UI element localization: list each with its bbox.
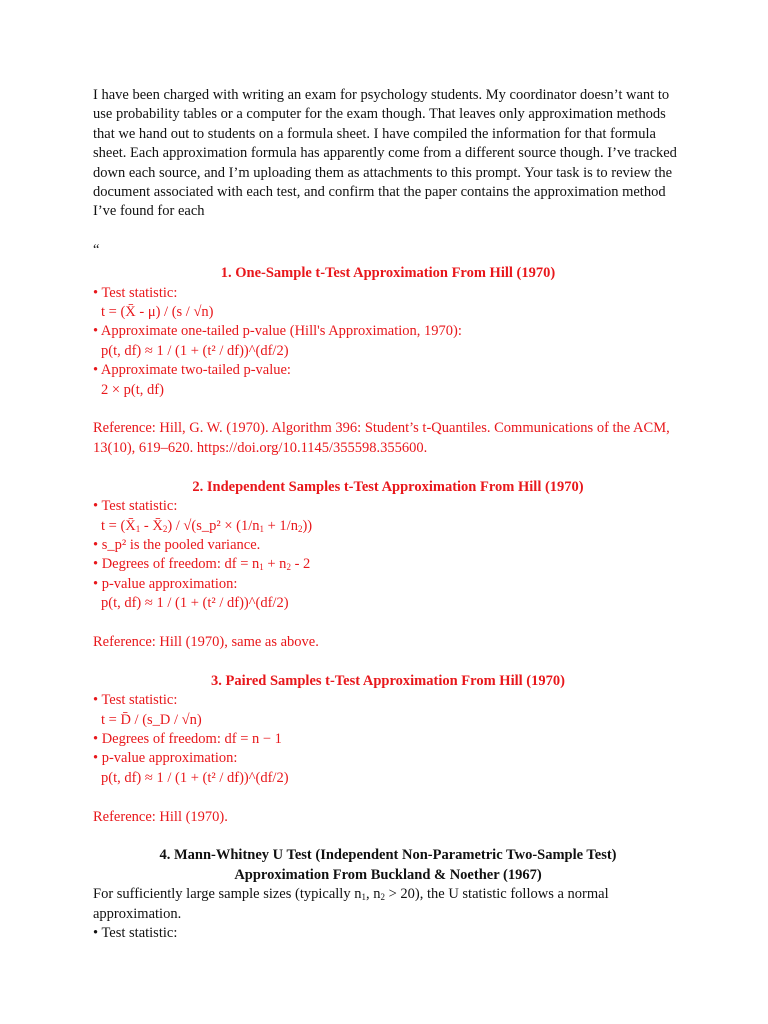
section-3-heading: 3. Paired Samples t-Test Approximation From Hill (1970) [211,672,565,689]
s3-bullet-p-value: • p-value approximation: [93,750,238,767]
section-one-sample-t-test [93,264,683,458]
s1-reference: Reference: Hill, G. W. (1970). Algorithm 396: Student’s t-Quantiles. Communications of the ACM, 13(10), 619–620. https://doi.org/10.1145/355598.355600. [93,420,670,456]
s2-bullet-pooled-variance: • s_p² is the pooled variance. [93,536,261,553]
s3-formula-p: p(t, df) ≈ 1 / (1 + (t² / df))^(df/2) [101,769,289,786]
s4-bullet-test-statistic: • Test statistic: [93,924,178,941]
s3-bullet-test-statistic: • Test statistic: [93,692,178,709]
s2-reference: Reference: Hill (1970), same as above. [93,633,319,650]
s2-bullet-p-value: • p-value approximation: [93,575,238,592]
section-2-heading: 2. Independent Samples t-Test Approximation From Hill (1970) [192,478,584,495]
s1-bullet-two-tailed: • Approximate two-tailed p-value: [93,362,291,379]
s3-formula-t: t = D̄ / (s_D / √n) [101,711,202,728]
s2-formula-t: $t = (X̄_1$ - $X̄_2$) / √(s_p² × $(1/n_1 + 1/n_2)$) [101,517,313,534]
s4-description: For sufficiently large sample sizes (typically $n_1$, $n_2 > 20$), the U statistic follows a normal approximation. [93,886,609,922]
section-1-heading: 1. One-Sample t-Test Approximation From Hill (1970) [220,265,556,282]
s1-formula-t: t = (X̄ - μ) / (s / √n) [101,304,214,321]
s1-formula-p: p(t, df) ≈ 1 / (1 + (t² / df))^(df/2) [101,342,289,359]
section-4-heading-line-1: 4. Mann-Whitney U Test (Independent Non-Parametric Two-Sample Test) [159,847,617,864]
section-4-heading-line-2: Approximation From Buckland & Noether (1967) [234,866,542,883]
s2-bullet-test-statistic: • Test statistic: [93,498,178,515]
opening-quote-mark: “ [93,241,100,258]
section-independent-t-test [93,478,683,653]
section-paired-t-test [93,672,683,827]
s1-bullet-test-statistic: • Test statistic: [93,284,178,301]
document-page [93,86,683,943]
s3-reference: Reference: Hill (1970). [93,808,228,825]
s1-formula-two-tailed: 2 × p(t, df) [101,381,164,398]
s3-bullet-df: • Degrees of freedom: df = n − 1 [93,730,282,747]
s2-formula-p: p(t, df) ≈ 1 / (1 + (t² / df))^(df/2) [101,595,289,612]
s1-bullet-one-tailed: • Approximate one-tailed p-value (Hill's Approximation, 1970): [93,323,462,340]
section-mann-whitney [93,846,683,943]
intro-paragraph: I have been charged with writing an exam for psychology students. My coordinator doesn’t want to use probability tables or a computer for the exam though. That leaves only approximation methods that we hand out to students on a formula sheet. I have compiled the information for that formula sheet. Each approximation formula has apparently come from a different source though. I’ve tracked down each source, and I’m uploading them as attachments to this prompt. Your task is to review the document associated with each test, and confirm that the paper contains the approximation method I’ve found for each [93,87,677,220]
s2-bullet-df: • Degrees of freedom: df = $n_1 + n_2 - 2$ [93,556,311,573]
